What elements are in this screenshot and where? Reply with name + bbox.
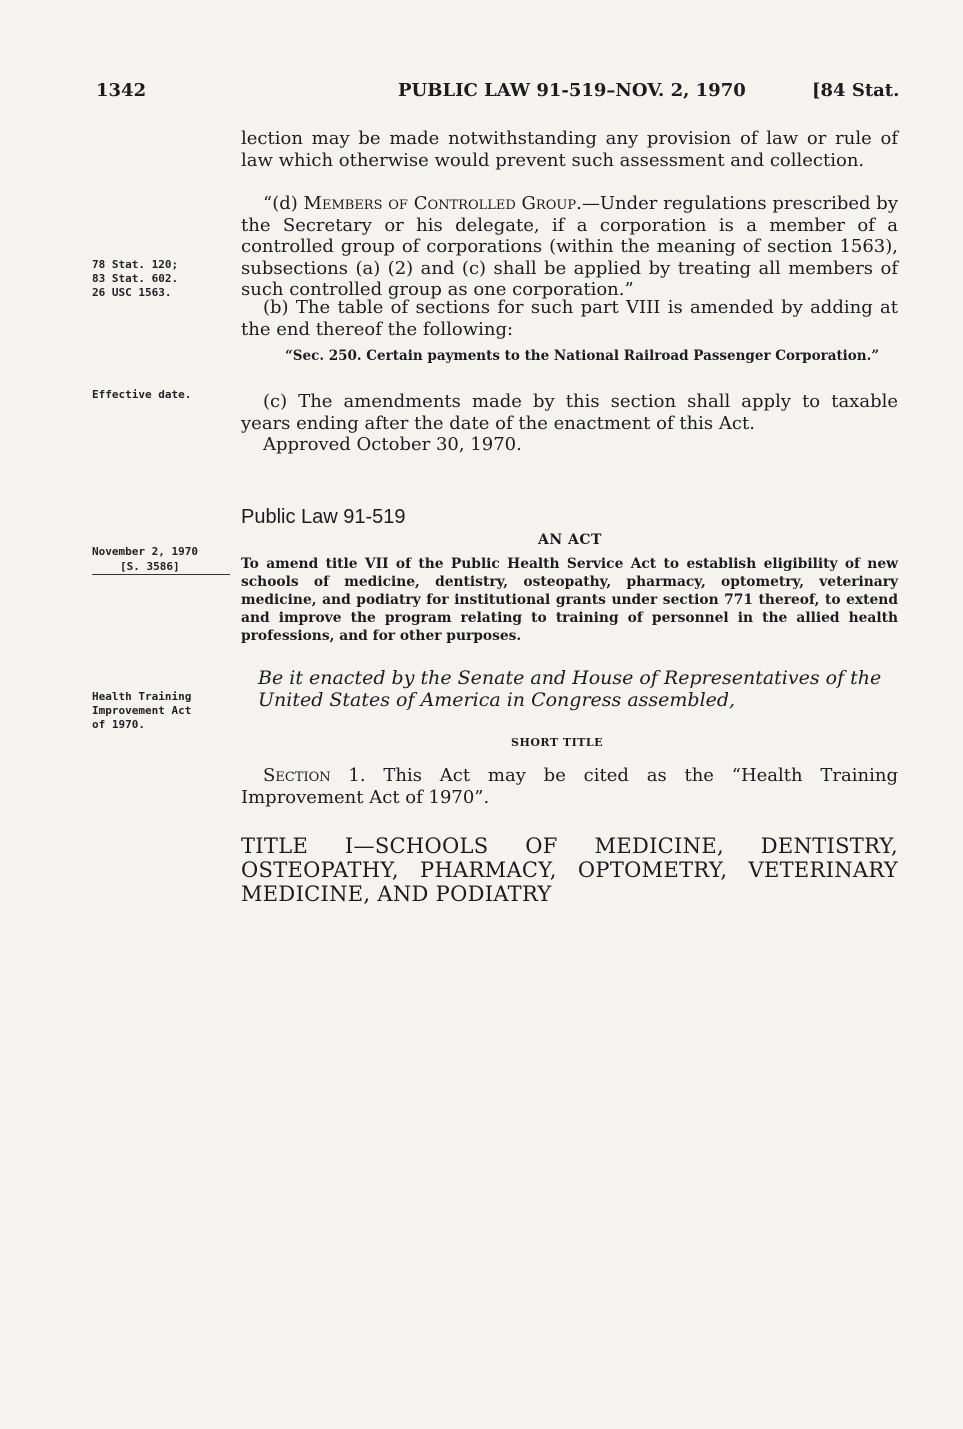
section-label: Section 1. [263, 765, 366, 786]
paragraph-table-amendment [241, 297, 898, 340]
paragraph-collection [241, 128, 898, 171]
citation-line: 83 Stat. 602. [92, 272, 179, 285]
approval-text: Approved October 30, 1970. [263, 434, 522, 455]
enacting-clause: Be it enacted by the Senate and House of Representatives of the United States of America in Congress assembled, [258, 667, 882, 711]
paragraph-text: lection may be made notwithstanding any provision of law or rule of law which otherwise would prevent such assessment and collection. [241, 128, 898, 171]
paragraph-effective-date [241, 391, 898, 434]
section-text: This Act may be cited as the “Health Training Improvement Act of 1970”. [241, 765, 898, 808]
table-entry-text: “Sec. 250. Certain payments to the National Railroad Passenger Corporation.” [285, 348, 880, 364]
section-one [241, 765, 898, 808]
margin-law-date: November 2, 1970 [92, 545, 198, 558]
margin-bill-number: [S. 3586] [120, 560, 180, 573]
paragraph-text: (b) The table of sections for such part VIII is amended by adding at the end thereof the following: [241, 297, 898, 340]
act-purpose: To amend title VII of the Public Health Service Act to establish eligibility of new schools of medicine, dentistry, osteopathy, pharmacy, optometry, veterinary medicine, and podiatry for institutional grants under section 771 thereof, to extend and improve the program relating to training of personnel in the allied health professions, and for other purposes. [241, 556, 898, 644]
paragraph-text: —Under regulations prescribed by the Secretary or his delegate, if a corporation is a member of a controlled group of corporations (within the meaning of section 1563), subsections (a) (2) and (c) shall be applied by treating all members of such controlled group as one corporation.” [241, 193, 898, 300]
paragraph-controlled-group [241, 193, 898, 301]
paragraph-text: (c) The amendments made by this section shall apply to taxable years ending after the date of the enactment of this Act. [241, 391, 898, 434]
margin-effective-date: Effective date. [92, 388, 192, 401]
an-act-heading: AN ACT [538, 532, 602, 548]
margin-citation [92, 258, 230, 300]
running-title: PUBLIC LAW 91-519–NOV. 2, 1970 [398, 80, 746, 101]
margin-short-title [92, 690, 230, 732]
short-title-line: Improvement Act [92, 704, 192, 717]
citation-line: 26 USC 1563. [92, 286, 172, 299]
approval-line [241, 434, 898, 456]
page-number: 1342 [96, 80, 147, 101]
short-title-heading: SHORT TITLE [511, 736, 604, 749]
title-one-heading: TITLE I—SCHOOLS OF MEDICINE, DENTISTRY, OSTEOPATHY, PHARMACY, OPTOMETRY, VETERINARY MEDICINE, AND PODIATRY [241, 834, 898, 906]
statute-volume: [84 Stat. [812, 80, 900, 101]
section-heading: Members of Controlled Group. [303, 193, 582, 214]
short-title-line: of 1970. [92, 718, 145, 731]
short-title-line: Health Training [92, 690, 192, 703]
margin-divider [92, 574, 230, 575]
paragraph-lead: “(d) [263, 193, 304, 214]
citation-line: 78 Stat. 120; [92, 258, 179, 271]
public-law-title: Public Law 91-519 [241, 506, 406, 528]
table-of-sections-entry [285, 348, 897, 364]
